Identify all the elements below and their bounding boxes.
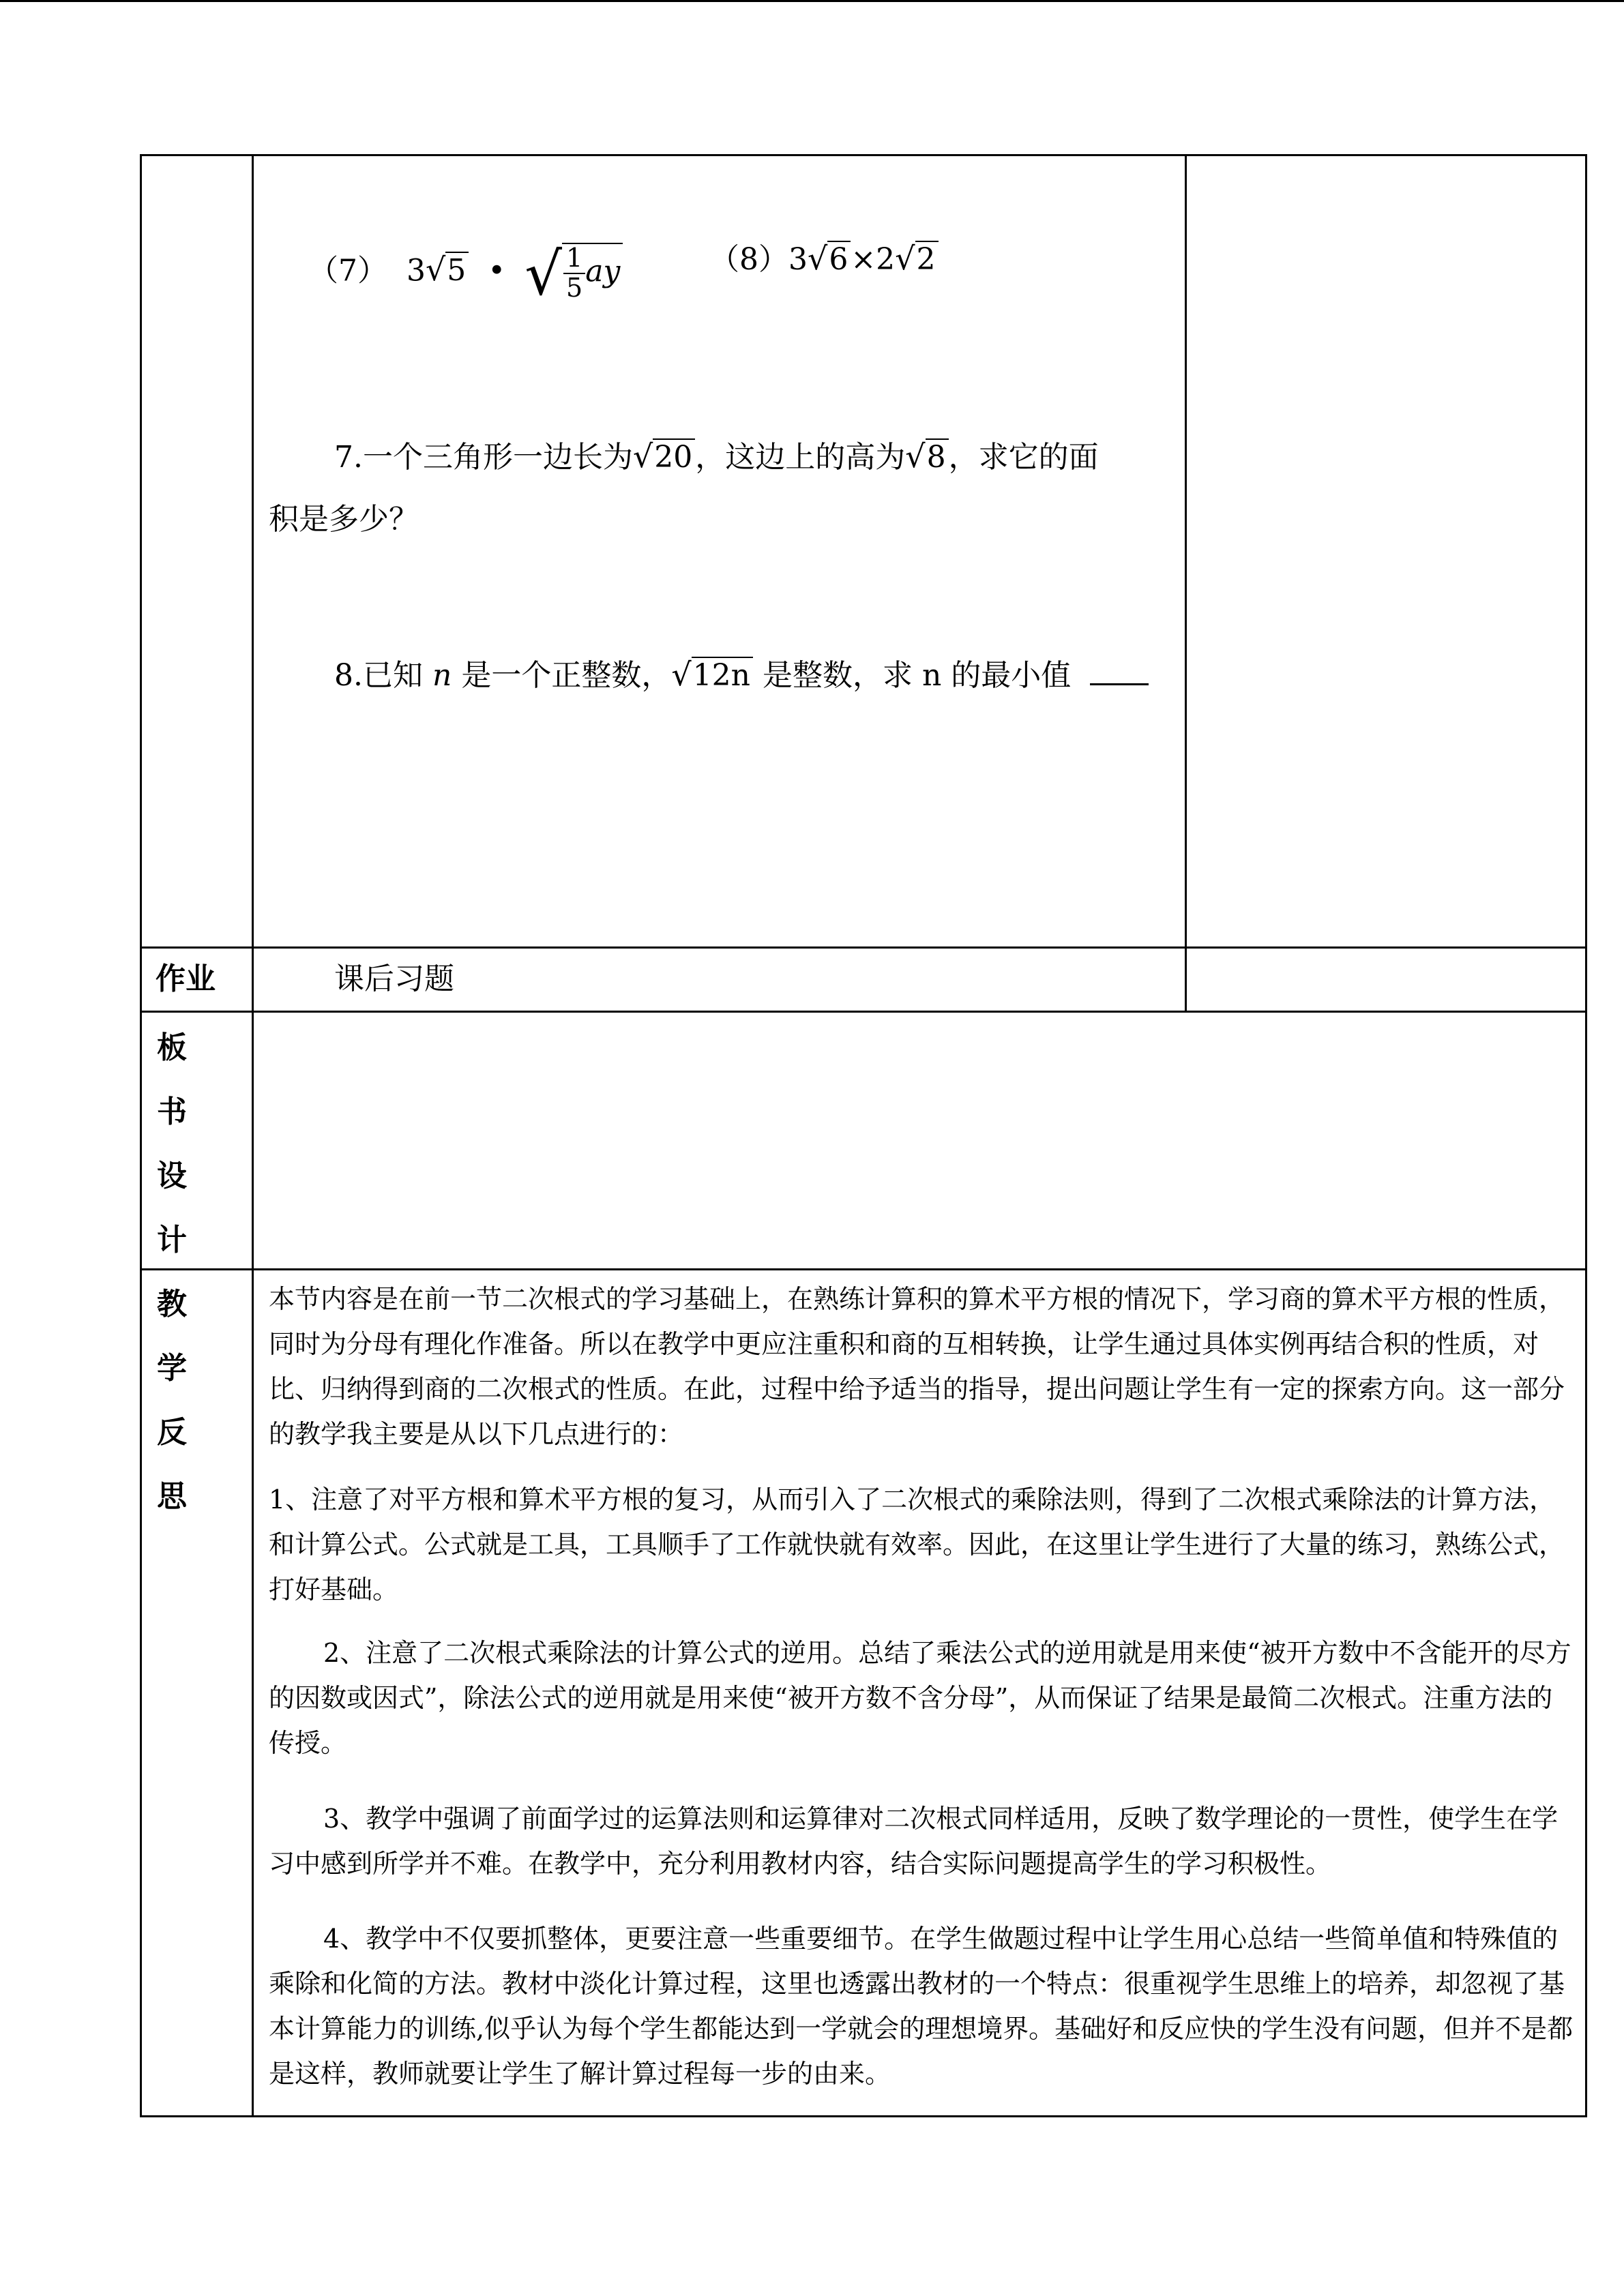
page-top-border [0,0,1624,2]
sqrt-2-radical: √2 [895,243,938,275]
homework-label: 作业 [156,961,216,996]
exercise-7-expression: （7） 3√5 • √ $\frac{1}{5}$ ay [308,243,623,303]
reflection-paragraph-1: 1、注意了对平方根和算术平方根的复习，从而引入了二次根式的乘除法则，得到了二次根式乘除法的计算方法，和计算公式。公式就是工具，工具顺手了工作就快就有效率。因此，在这里让学生进行了大量的练习，熟练公式，打好基础。 [269,1485,1565,1605]
reflection-label: 教 学 反 思 [157,1287,187,1514]
sqrt-20-radical: √20 [633,441,695,473]
reflection-paragraph-4: 4、教学中不仅要抓整体，更要注意一些重要细节。在学生做题过程中让学生用心总结一些简单值和特殊值的乘除和化简的方法。教材中淡化计算过程，这里也透露出教材的一个特点：很重视学生思维上的培养，却忽视了基本计算能力的训练,似乎认为每个学生都能达到一学就会的理想境界。基础好和反应快的学生没有问题，但并不是都是这样，教师就要让学生了解计算过程每一步的由来。 [269,1924,1574,2089]
homework-content: 课后习题 [334,961,454,996]
sqrt-12n-radical: √12n [671,659,753,691]
sqrt-fraction-radical: √ $\frac{1}{5}$ ay [525,243,623,303]
sqrt-8-radical: √8 [905,441,948,473]
board-design-label: 板 书 设 计 [157,1030,187,1257]
answer-blank [1090,659,1149,685]
reflection-paragraph-3: 3、教学中强调了前面学过的运算法则和运算律对二次根式同样适用，反映了数学理论的一贯性，使学生在学习中感到所学并不难。在教学中，充分利用教材内容，结合实际问题提高学生的学习积极性。 [269,1804,1559,1879]
reflection-paragraph-intro: 本节内容是在前一节二次根式的学习基础上，在熟练计算积的算术平方根的情况下，学习商的算术平方根的性质，同时为分母有理化作准备。所以在教学中更应注重积和商的互相转换，让学生通过具体实例再结合积的性质，对比、归纳得到商的二次根式的性质。在此，过程中给予适当的指导，提出问题让学生有一定的探索方向。这一部分的教学我主要是从以下几点进行的： [269,1284,1565,1449]
question-8: 8.已知 n 是一个正整数，√12n 是整数，求 n 的最小值 [334,659,1149,691]
question-7-line2: 积是多少？ [269,502,419,537]
question-7-line1: 7.一个三角形一边长为√20，这边上的高为√8，求它的面 [334,438,1099,475]
reflection-paragraph-2: 2、注意了二次根式乘除法的计算公式的逆用。总结了乘法公式的逆用就是用来使“被开方数中不含能开的尽方的因数或因式”，除法公式的逆用就是用来使“被开方数不含分母”，从而保证了结果是最简二次根式。注重方法的传授。 [269,1638,1571,1758]
sqrt-5-radical: √5 [426,254,469,286]
exercise-8-expression: （8）3√6×2√2 [709,243,939,275]
sqrt-6-radical: √6 [808,243,851,275]
